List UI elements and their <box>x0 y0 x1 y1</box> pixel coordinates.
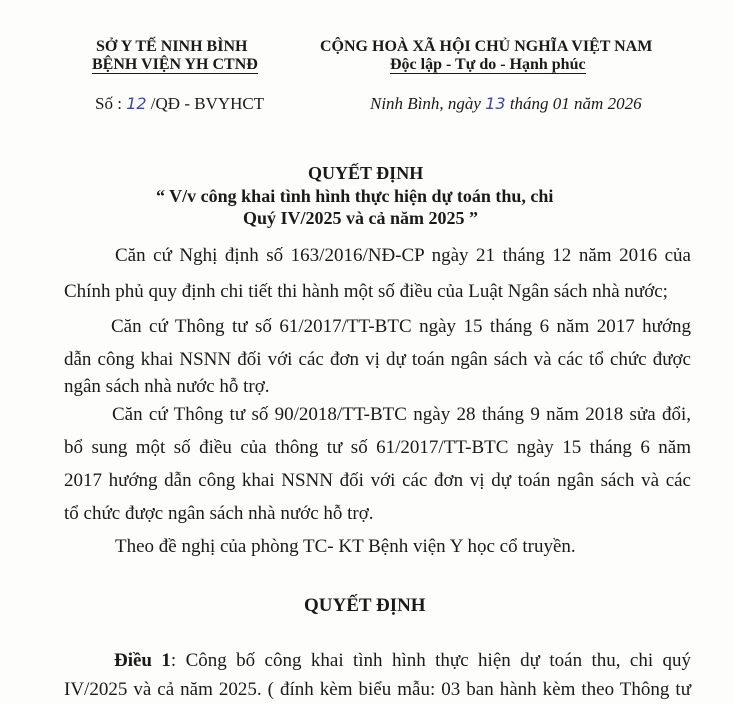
date-suffix: tháng 01 năm 2026 <box>509 94 642 113</box>
hospital-name-text: BỆNH VIỆN YH CTNĐ <box>92 56 258 73</box>
department-name: SỞ Y TẾ NINH BÌNH <box>96 38 248 55</box>
body-line: Căn cứ Thông tư số 61/2017/TT-BTC ngày 15 tháng 6 năm 2017 hướng <box>111 316 691 337</box>
article-1-text: : Công bố công khai tình hình thực hiện dự toán thu, chi quý <box>170 650 692 671</box>
document-number <box>95 94 264 114</box>
body-line: bổ sung một số điều của thông tư số 61/2017/TT-BTC ngày 15 tháng 6 năm <box>64 437 691 458</box>
subject-line-1: “ V/v công khai tình hình thực hiện dự toán thu, chi <box>156 186 554 206</box>
document-date <box>370 94 642 114</box>
body-line: ngân sách nhà nước hỗ trợ. <box>64 376 270 397</box>
body-line: dẫn công khai NSNN đối với các đơn vị dự toán ngân sách và các tổ chức được <box>64 349 691 370</box>
decision-heading: QUYẾT ĐỊNH <box>304 595 426 616</box>
subject-line-2: Quý IV/2025 và cả năm 2025 ” <box>243 208 479 228</box>
country-name: CỘNG HOÀ XÃ HỘI CHỦ NGHĨA VIỆT NAM <box>320 38 653 55</box>
so-suffix: /QĐ - BVYHCT <box>150 94 265 113</box>
body-line: Theo đề nghị của phòng TC- KT Bệnh viện Y học cổ truyền. <box>115 536 576 557</box>
hospital-name <box>92 56 258 74</box>
title-heading: QUYẾT ĐỊNH <box>308 163 424 183</box>
body-line: Căn cứ Nghị định số 163/2016/NĐ-CP ngày 21 tháng 12 năm 2016 của <box>115 245 691 266</box>
body-line: 2017 hướng dẫn công khai NSNN đối với các đơn vị dự toán ngân sách và các <box>64 470 691 491</box>
body-line: tổ chức được ngân sách nhà nước hỗ trợ. <box>64 503 374 524</box>
article-1-label: Điều 1 <box>114 650 171 671</box>
article-1-line-1 <box>114 650 691 672</box>
motto-text: Độc lập - Tự do - Hạnh phúc <box>390 56 586 73</box>
so-number-handwritten: 12 <box>126 94 147 113</box>
article-1-line-2: IV/2025 và cả năm 2025. ( đính kèm biểu mẫu: 03 ban hành kèm theo Thông tư <box>64 679 691 700</box>
date-day-handwritten: 13 <box>485 94 506 113</box>
so-prefix: Số : <box>95 94 122 113</box>
date-prefix: Ninh Bình, ngày <box>370 94 481 113</box>
motto <box>390 56 586 74</box>
body-line: Căn cứ Thông tư số 90/2018/TT-BTC ngày 28 tháng 9 năm 2018 sửa đổi, <box>112 404 691 425</box>
body-line: Chính phủ quy định chi tiết thi hành một số điều của Luật Ngân sách nhà nước; <box>64 281 668 302</box>
